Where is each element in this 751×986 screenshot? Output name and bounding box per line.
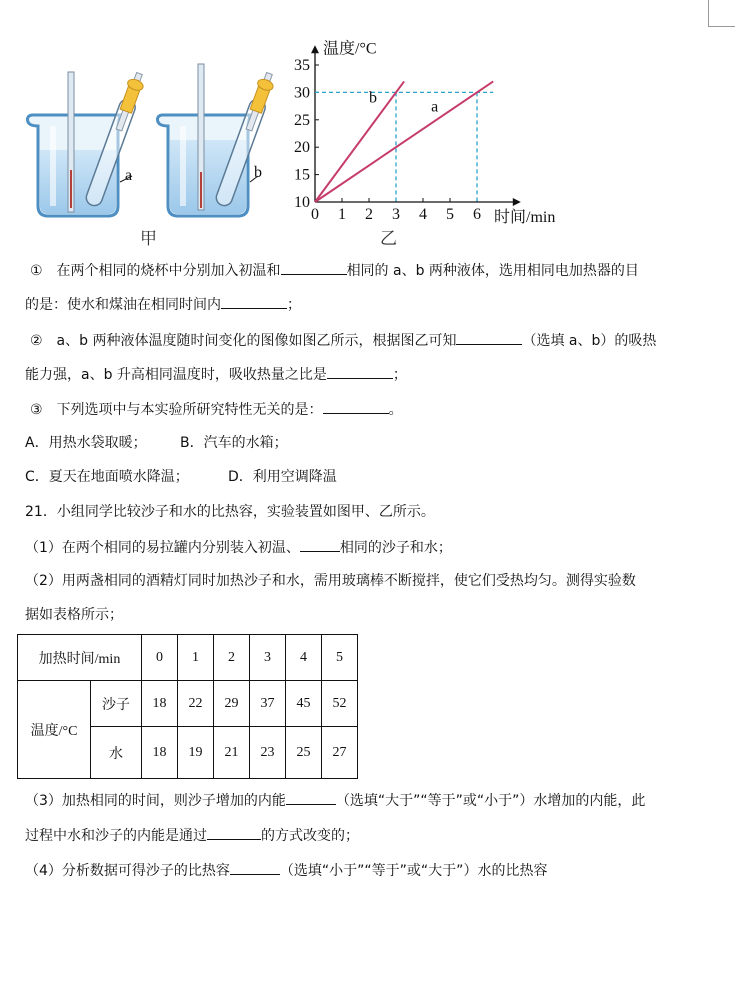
x-tick-label: 1 xyxy=(338,206,346,223)
header-time-label: 加热时间/min xyxy=(18,635,142,681)
label-a: a xyxy=(125,167,133,184)
q21-s2-line1: （2）用两盏相同的酒精灯同时加热沙子和水，需用玻璃棒不断搅拌，使它们受热均匀。测得实验数 xyxy=(25,573,636,589)
q21-s4: （4）分析数据可得沙子的比热容 （选填“小于”“等于”或“大于”）水的比热容 xyxy=(25,860,547,881)
time-cell: 5 xyxy=(322,635,358,681)
q21-s3-line2: 过程中水和沙子的内能是通过 的方式改变的； xyxy=(25,825,359,846)
x-tick-label: 3 xyxy=(392,206,400,223)
answer-blank[interactable] xyxy=(230,860,280,875)
q21-s3-line1: （3）加热相同的时间，则沙子增加的内能 （选填“大于”“等于”或“小于”）水增加的内能，此 xyxy=(25,790,645,811)
answer-blank[interactable] xyxy=(300,537,340,552)
water-cell: 18 xyxy=(142,727,178,779)
water-cell: 27 xyxy=(322,727,358,779)
caption-jia: 甲 xyxy=(140,229,157,249)
answer-blank[interactable] xyxy=(281,260,347,275)
series-line-b xyxy=(315,81,404,202)
time-cell: 3 xyxy=(250,635,286,681)
q21-s1: （1）在两个相同的易拉罐内分别装入初温、 相同的沙子和水； xyxy=(25,537,452,558)
x-tick-label: 6 xyxy=(473,206,481,223)
option-c[interactable]: C．夏天在地面喷水降温； xyxy=(25,469,189,485)
sand-cell: 22 xyxy=(178,681,214,727)
beaker-b xyxy=(158,64,277,216)
option-b[interactable]: B．汽车的水箱； xyxy=(180,435,288,451)
answer-blank[interactable] xyxy=(207,825,261,840)
beaker-a xyxy=(28,71,147,216)
time-cell: 2 xyxy=(214,635,250,681)
x-tick-label: 0 xyxy=(311,206,319,223)
temp-label: 温度/°C xyxy=(18,681,91,779)
caption-yi: 乙 xyxy=(380,229,397,249)
series-line-a xyxy=(315,81,493,202)
x-axis-label: 时间/min xyxy=(494,209,556,226)
q20-p1-line2: 的是：使水和煤油在相同时间内 ； xyxy=(25,294,301,315)
x-tick-label: 5 xyxy=(446,206,454,223)
y-axis-arrow xyxy=(311,45,319,53)
water-cell: 23 xyxy=(250,727,286,779)
q21-s2-line2: 据如表格所示； xyxy=(25,607,123,623)
temperature-time-chart xyxy=(285,25,585,235)
y-tick-label: 15 xyxy=(294,166,310,184)
water-cell: 25 xyxy=(286,727,322,779)
beaker-figure xyxy=(20,60,280,240)
q20-p2-line2: 能力强，a、b 升高相同温度时，吸收热量之比是 ； xyxy=(25,364,407,385)
q20-p3: ③ 下列选项中与本实验所研究特性无关的是： 。 xyxy=(30,399,403,420)
y-tick-label: 35 xyxy=(294,57,310,74)
q20-p1-line1: ① 在两个相同的烧杯中分别加入初温和 相同的 a、b 两种液体，选用相同电加热器的目 xyxy=(30,260,639,281)
answer-blank[interactable] xyxy=(323,399,389,414)
sand-label: 沙子 xyxy=(91,681,142,727)
label-b: b xyxy=(254,164,262,181)
series-label: a xyxy=(431,98,439,116)
water-label: 水 xyxy=(91,727,142,779)
y-tick-label: 10 xyxy=(294,194,310,211)
option-a[interactable]: A．用热水袋取暖； xyxy=(25,435,147,451)
answer-blank[interactable] xyxy=(456,330,522,345)
sand-cell: 18 xyxy=(142,681,178,727)
x-tick-label: 2 xyxy=(365,206,373,223)
page-corner-mark xyxy=(708,0,735,27)
y-tick-label: 30 xyxy=(294,84,310,102)
water-cell: 19 xyxy=(178,727,214,779)
q21-intro: 21．小组同学比较沙子和水的比热容，实验装置如图甲、乙所示。 xyxy=(25,504,435,520)
y-axis-label: 温度/°C xyxy=(323,40,377,58)
sand-cell: 37 xyxy=(250,681,286,727)
sand-cell: 45 xyxy=(286,681,322,727)
time-cell: 4 xyxy=(286,635,322,681)
answer-blank[interactable] xyxy=(286,790,336,805)
answer-blank[interactable] xyxy=(221,294,287,309)
series-label: b xyxy=(369,89,377,107)
sand-cell: 29 xyxy=(214,681,250,727)
water-cell: 21 xyxy=(214,727,250,779)
y-tick-label: 20 xyxy=(294,139,310,157)
q20-p2-line1: ② a、b 两种液体温度随时间变化的图像如图乙所示，根据图乙可知 （选填 a、b）的吸热 xyxy=(30,330,656,351)
time-cell: 1 xyxy=(178,635,214,681)
time-cell: 0 xyxy=(142,635,178,681)
x-axis-arrow xyxy=(513,198,521,206)
data-table xyxy=(17,634,358,779)
option-d[interactable]: D．利用空调降温 xyxy=(228,469,337,485)
sand-cell: 52 xyxy=(322,681,358,727)
answer-blank[interactable] xyxy=(327,364,393,379)
y-tick-label: 25 xyxy=(294,111,310,129)
x-tick-label: 4 xyxy=(419,206,427,223)
